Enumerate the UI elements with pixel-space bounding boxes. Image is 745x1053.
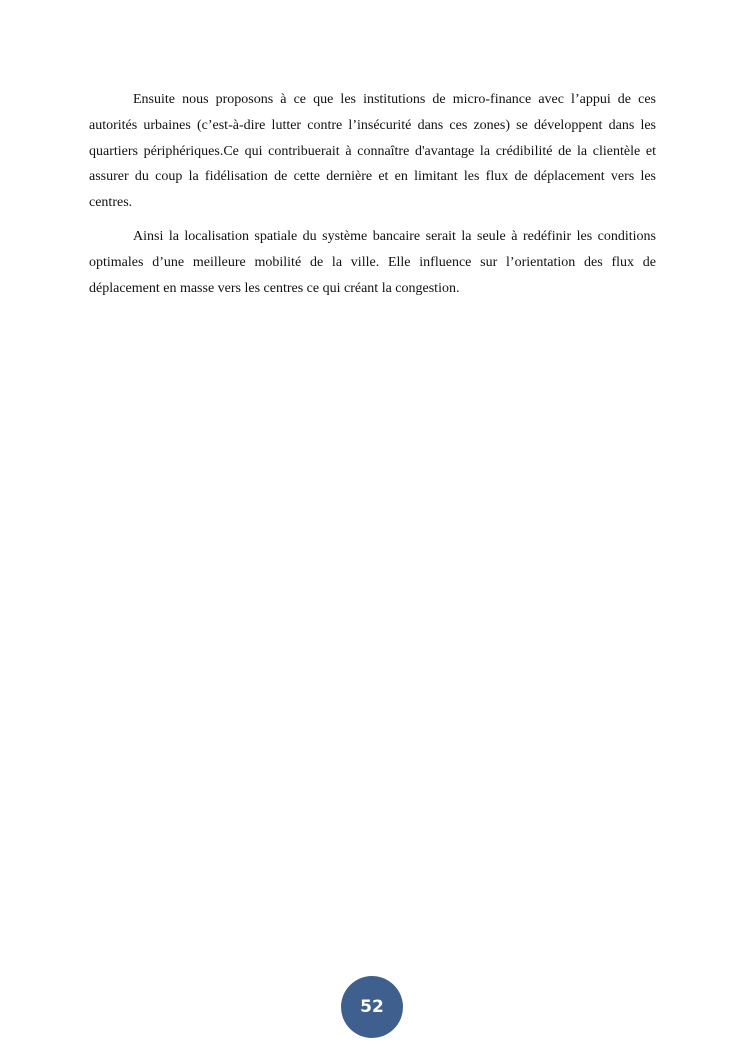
page-number: 52 — [360, 997, 384, 1017]
page-number-badge — [341, 976, 403, 1038]
paragraph-1: Ensuite nous proposons à ce que les institutions de micro-finance avec l’appui de ces autorités urbaines (c’est-à-dire lutter contre l’insécurité dans ces zones) se développent dans les quartiers périphériques.Ce qui contribuerait à connaître d'avantage la crédibilité de la clientèle et assurer du coup la fidélisation de cette dernière et en limitant les flux de déplacement vers les centres. — [89, 92, 656, 211]
paragraph-2: Ainsi la localisation spatiale du système bancaire serait la seule à redéfinir les conditions optimales d’une meilleure mobilité de la ville. Elle influence sur l’orientation des flux de déplacement en masse vers les centres ce qui créant la congestion. — [89, 228, 656, 296]
body-text — [89, 87, 656, 309]
